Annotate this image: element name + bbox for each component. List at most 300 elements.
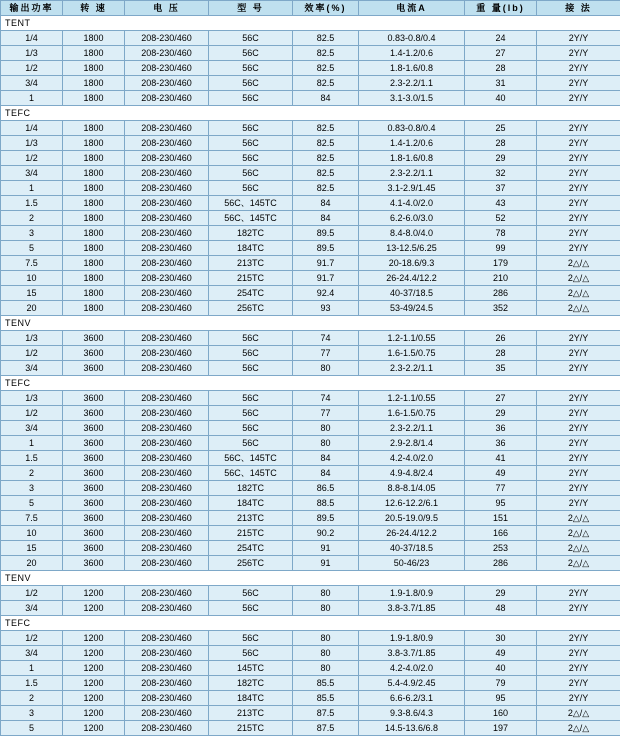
cell-efficiency: 84	[293, 196, 359, 211]
table-row	[1, 661, 620, 676]
table-row	[1, 481, 620, 496]
cell-connection: 2Y/Y	[537, 121, 620, 136]
cell-connection: 2Y/Y	[537, 466, 620, 481]
cell-current: 40-37/18.5	[359, 286, 465, 301]
table-row	[1, 241, 620, 256]
cell-connection: 2Y/Y	[537, 181, 620, 196]
cell-output-power: 15	[1, 286, 63, 301]
cell-current: 4.9-4.8/2.4	[359, 466, 465, 481]
cell-model: 215TC	[209, 271, 293, 286]
cell-voltage: 208-230/460	[125, 496, 209, 511]
cell-weight: 166	[465, 526, 537, 541]
cell-model: 56C	[209, 76, 293, 91]
cell-efficiency: 80	[293, 631, 359, 646]
cell-current: 1.9-1.8/0.9	[359, 586, 465, 601]
cell-model: 56C	[209, 31, 293, 46]
cell-output-power: 3	[1, 226, 63, 241]
group-label: TEFC	[1, 376, 620, 391]
cell-output-power: 1/2	[1, 406, 63, 421]
cell-connection: 2Y/Y	[537, 631, 620, 646]
cell-output-power: 1.5	[1, 196, 63, 211]
cell-efficiency: 82.5	[293, 31, 359, 46]
cell-model: 213TC	[209, 511, 293, 526]
cell-connection: 2△/△	[537, 511, 620, 526]
column-header-weight: 重 量(lb)	[465, 1, 537, 16]
cell-output-power: 5	[1, 241, 63, 256]
cell-model: 56C	[209, 91, 293, 106]
cell-current: 13-12.5/6.25	[359, 241, 465, 256]
cell-speed: 1800	[63, 76, 125, 91]
group-label: TENV	[1, 316, 620, 331]
cell-speed: 1800	[63, 256, 125, 271]
cell-speed: 1800	[63, 31, 125, 46]
table-row	[1, 676, 620, 691]
cell-efficiency: 80	[293, 586, 359, 601]
cell-current: 2.9-2.8/1.4	[359, 436, 465, 451]
cell-current: 12.6-12.2/6.1	[359, 496, 465, 511]
cell-current: 2.3-2.2/1.1	[359, 166, 465, 181]
table-row	[1, 451, 620, 466]
cell-output-power: 3/4	[1, 361, 63, 376]
cell-voltage: 208-230/460	[125, 76, 209, 91]
cell-model: 56C	[209, 631, 293, 646]
cell-current: 1.6-1.5/0.75	[359, 346, 465, 361]
cell-output-power: 10	[1, 271, 63, 286]
cell-weight: 24	[465, 31, 537, 46]
cell-current: 50-46/23	[359, 556, 465, 571]
cell-weight: 40	[465, 661, 537, 676]
table-row	[1, 511, 620, 526]
cell-voltage: 208-230/460	[125, 586, 209, 601]
group-header-row	[1, 316, 620, 331]
cell-efficiency: 82.5	[293, 121, 359, 136]
column-header-voltage: 电 压	[125, 1, 209, 16]
cell-model: 56C	[209, 181, 293, 196]
cell-weight: 32	[465, 166, 537, 181]
cell-weight: 29	[465, 151, 537, 166]
cell-weight: 197	[465, 721, 537, 736]
cell-efficiency: 77	[293, 346, 359, 361]
cell-efficiency: 74	[293, 391, 359, 406]
cell-model: 56C	[209, 406, 293, 421]
cell-model: 56C	[209, 331, 293, 346]
cell-voltage: 208-230/460	[125, 676, 209, 691]
cell-speed: 3600	[63, 496, 125, 511]
cell-weight: 52	[465, 211, 537, 226]
cell-current: 4.2-4.0/2.0	[359, 661, 465, 676]
cell-speed: 3600	[63, 451, 125, 466]
cell-efficiency: 89.5	[293, 511, 359, 526]
cell-speed: 3600	[63, 526, 125, 541]
cell-current: 14.5-13.6/6.8	[359, 721, 465, 736]
cell-speed: 3600	[63, 421, 125, 436]
cell-output-power: 1/2	[1, 631, 63, 646]
cell-efficiency: 91	[293, 541, 359, 556]
cell-current: 1.8-1.6/0.8	[359, 151, 465, 166]
table-row	[1, 271, 620, 286]
cell-weight: 43	[465, 196, 537, 211]
cell-speed: 1800	[63, 241, 125, 256]
cell-speed: 3600	[63, 541, 125, 556]
cell-current: 2.3-2.2/1.1	[359, 76, 465, 91]
cell-weight: 179	[465, 256, 537, 271]
cell-model: 56C	[209, 46, 293, 61]
cell-speed: 1200	[63, 586, 125, 601]
cell-speed: 1200	[63, 691, 125, 706]
cell-efficiency: 87.5	[293, 721, 359, 736]
table-row	[1, 166, 620, 181]
cell-output-power: 1	[1, 91, 63, 106]
cell-current: 2.3-2.2/1.1	[359, 361, 465, 376]
cell-connection: 2△/△	[537, 706, 620, 721]
cell-voltage: 208-230/460	[125, 166, 209, 181]
cell-output-power: 2	[1, 211, 63, 226]
table-row	[1, 586, 620, 601]
cell-weight: 49	[465, 646, 537, 661]
group-header-row	[1, 616, 620, 631]
cell-weight: 27	[465, 46, 537, 61]
cell-model: 56C	[209, 61, 293, 76]
table-row	[1, 706, 620, 721]
cell-model: 256TC	[209, 556, 293, 571]
cell-current: 1.9-1.8/0.9	[359, 631, 465, 646]
table-row	[1, 226, 620, 241]
cell-efficiency: 90.2	[293, 526, 359, 541]
cell-weight: 79	[465, 676, 537, 691]
cell-model: 56C	[209, 586, 293, 601]
cell-efficiency: 80	[293, 361, 359, 376]
cell-output-power: 1/2	[1, 346, 63, 361]
cell-connection: 2△/△	[537, 721, 620, 736]
cell-speed: 1800	[63, 226, 125, 241]
cell-voltage: 208-230/460	[125, 466, 209, 481]
cell-efficiency: 91.7	[293, 271, 359, 286]
group-header-row	[1, 571, 620, 586]
cell-weight: 49	[465, 466, 537, 481]
cell-voltage: 208-230/460	[125, 556, 209, 571]
cell-current: 1.4-1.2/0.6	[359, 46, 465, 61]
cell-efficiency: 74	[293, 331, 359, 346]
cell-model: 56C	[209, 121, 293, 136]
cell-model: 215TC	[209, 526, 293, 541]
cell-weight: 286	[465, 556, 537, 571]
cell-voltage: 208-230/460	[125, 511, 209, 526]
cell-voltage: 208-230/460	[125, 721, 209, 736]
table-row	[1, 121, 620, 136]
cell-voltage: 208-230/460	[125, 301, 209, 316]
cell-voltage: 208-230/460	[125, 211, 209, 226]
cell-efficiency: 82.5	[293, 151, 359, 166]
cell-speed: 3600	[63, 361, 125, 376]
table-row	[1, 496, 620, 511]
cell-current: 1.6-1.5/0.75	[359, 406, 465, 421]
table-row	[1, 646, 620, 661]
cell-model: 56C	[209, 136, 293, 151]
cell-current: 3.1-2.9/1.45	[359, 181, 465, 196]
cell-current: 1.8-1.6/0.8	[359, 61, 465, 76]
table-row	[1, 541, 620, 556]
cell-output-power: 1	[1, 661, 63, 676]
cell-connection: 2Y/Y	[537, 361, 620, 376]
cell-connection: 2Y/Y	[537, 481, 620, 496]
cell-connection: 2△/△	[537, 526, 620, 541]
cell-model: 215TC	[209, 721, 293, 736]
cell-weight: 253	[465, 541, 537, 556]
cell-output-power: 7.5	[1, 511, 63, 526]
cell-connection: 2Y/Y	[537, 451, 620, 466]
table-row	[1, 256, 620, 271]
cell-current: 5.4-4.9/2.45	[359, 676, 465, 691]
cell-model: 56C	[209, 346, 293, 361]
cell-speed: 3600	[63, 346, 125, 361]
column-header-model: 型 号	[209, 1, 293, 16]
cell-weight: 151	[465, 511, 537, 526]
cell-efficiency: 88.5	[293, 496, 359, 511]
cell-voltage: 208-230/460	[125, 646, 209, 661]
cell-connection: 2Y/Y	[537, 226, 620, 241]
cell-output-power: 3/4	[1, 76, 63, 91]
cell-output-power: 1/3	[1, 136, 63, 151]
table-row	[1, 211, 620, 226]
table-row	[1, 391, 620, 406]
cell-efficiency: 82.5	[293, 61, 359, 76]
cell-connection: 2Y/Y	[537, 421, 620, 436]
column-header-efficiency: 效率(%)	[293, 1, 359, 16]
cell-connection: 2Y/Y	[537, 691, 620, 706]
cell-speed: 1200	[63, 601, 125, 616]
cell-current: 40-37/18.5	[359, 541, 465, 556]
cell-connection: 2Y/Y	[537, 406, 620, 421]
column-header-speed: 转 速	[63, 1, 125, 16]
cell-connection: 2△/△	[537, 256, 620, 271]
group-label: TENT	[1, 16, 620, 31]
cell-weight: 40	[465, 91, 537, 106]
cell-voltage: 208-230/460	[125, 346, 209, 361]
cell-connection: 2Y/Y	[537, 166, 620, 181]
cell-output-power: 3/4	[1, 166, 63, 181]
cell-model: 184TC	[209, 691, 293, 706]
table-row	[1, 301, 620, 316]
cell-output-power: 1/2	[1, 61, 63, 76]
cell-speed: 1800	[63, 151, 125, 166]
cell-voltage: 208-230/460	[125, 361, 209, 376]
table-row	[1, 31, 620, 46]
cell-voltage: 208-230/460	[125, 706, 209, 721]
cell-connection: 2Y/Y	[537, 436, 620, 451]
cell-speed: 3600	[63, 436, 125, 451]
cell-speed: 3600	[63, 391, 125, 406]
cell-speed: 1200	[63, 661, 125, 676]
cell-efficiency: 82.5	[293, 136, 359, 151]
cell-efficiency: 84	[293, 451, 359, 466]
table-row	[1, 691, 620, 706]
cell-connection: 2Y/Y	[537, 496, 620, 511]
cell-model: 56C	[209, 166, 293, 181]
cell-weight: 95	[465, 496, 537, 511]
cell-speed: 1800	[63, 286, 125, 301]
cell-speed: 3600	[63, 556, 125, 571]
cell-speed: 1200	[63, 706, 125, 721]
cell-current: 26-24.4/12.2	[359, 526, 465, 541]
cell-voltage: 208-230/460	[125, 601, 209, 616]
cell-output-power: 1/2	[1, 151, 63, 166]
cell-model: 56C	[209, 436, 293, 451]
cell-efficiency: 85.5	[293, 691, 359, 706]
cell-model: 184TC	[209, 496, 293, 511]
cell-efficiency: 82.5	[293, 46, 359, 61]
cell-efficiency: 89.5	[293, 226, 359, 241]
cell-connection: 2△/△	[537, 271, 620, 286]
cell-speed: 1800	[63, 196, 125, 211]
table-row	[1, 466, 620, 481]
cell-efficiency: 80	[293, 421, 359, 436]
cell-current: 0.83-0.8/0.4	[359, 121, 465, 136]
cell-current: 4.2-4.0/2.0	[359, 451, 465, 466]
cell-weight: 27	[465, 391, 537, 406]
group-header-row	[1, 16, 620, 31]
cell-voltage: 208-230/460	[125, 226, 209, 241]
cell-voltage: 208-230/460	[125, 61, 209, 76]
cell-connection: 2Y/Y	[537, 151, 620, 166]
cell-voltage: 208-230/460	[125, 481, 209, 496]
cell-speed: 1800	[63, 271, 125, 286]
cell-voltage: 208-230/460	[125, 151, 209, 166]
cell-output-power: 1/3	[1, 46, 63, 61]
cell-voltage: 208-230/460	[125, 661, 209, 676]
cell-voltage: 208-230/460	[125, 631, 209, 646]
cell-speed: 1800	[63, 301, 125, 316]
cell-current: 3.8-3.7/1.85	[359, 601, 465, 616]
cell-voltage: 208-230/460	[125, 541, 209, 556]
cell-current: 1.2-1.1/0.55	[359, 391, 465, 406]
cell-speed: 1200	[63, 646, 125, 661]
header-row	[1, 1, 620, 16]
cell-weight: 26	[465, 331, 537, 346]
cell-weight: 99	[465, 241, 537, 256]
cell-efficiency: 93	[293, 301, 359, 316]
cell-speed: 1800	[63, 166, 125, 181]
cell-speed: 3600	[63, 481, 125, 496]
cell-speed: 1800	[63, 61, 125, 76]
cell-speed: 3600	[63, 466, 125, 481]
cell-voltage: 208-230/460	[125, 271, 209, 286]
cell-output-power: 1/3	[1, 331, 63, 346]
cell-model: 56C	[209, 601, 293, 616]
column-header-output-power: 输出功率	[1, 1, 63, 16]
cell-connection: 2Y/Y	[537, 586, 620, 601]
cell-connection: 2Y/Y	[537, 391, 620, 406]
cell-output-power: 3/4	[1, 601, 63, 616]
cell-output-power: 5	[1, 721, 63, 736]
cell-speed: 1800	[63, 121, 125, 136]
cell-current: 9.3-8.6/4.3	[359, 706, 465, 721]
cell-voltage: 208-230/460	[125, 91, 209, 106]
cell-efficiency: 80	[293, 646, 359, 661]
cell-efficiency: 82.5	[293, 166, 359, 181]
cell-output-power: 3/4	[1, 646, 63, 661]
table-row	[1, 76, 620, 91]
cell-voltage: 208-230/460	[125, 286, 209, 301]
table-row	[1, 331, 620, 346]
cell-model: 56C	[209, 391, 293, 406]
cell-connection: 2Y/Y	[537, 31, 620, 46]
cell-voltage: 208-230/460	[125, 331, 209, 346]
cell-weight: 48	[465, 601, 537, 616]
cell-model: 254TC	[209, 541, 293, 556]
cell-voltage: 208-230/460	[125, 391, 209, 406]
table-row	[1, 526, 620, 541]
cell-connection: 2△/△	[537, 556, 620, 571]
table-row	[1, 601, 620, 616]
cell-voltage: 208-230/460	[125, 436, 209, 451]
cell-model: 213TC	[209, 256, 293, 271]
table-row	[1, 61, 620, 76]
cell-model: 182TC	[209, 481, 293, 496]
cell-model: 213TC	[209, 706, 293, 721]
cell-current: 20-18.6/9.3	[359, 256, 465, 271]
cell-model: 56C	[209, 421, 293, 436]
cell-connection: 2Y/Y	[537, 91, 620, 106]
cell-weight: 36	[465, 421, 537, 436]
cell-connection: 2△/△	[537, 286, 620, 301]
cell-output-power: 1.5	[1, 676, 63, 691]
table-row	[1, 286, 620, 301]
cell-current: 8.8-8.1/4.05	[359, 481, 465, 496]
cell-efficiency: 89.5	[293, 241, 359, 256]
cell-current: 3.1-3.0/1.5	[359, 91, 465, 106]
cell-current: 2.3-2.2/1.1	[359, 421, 465, 436]
cell-speed: 1800	[63, 136, 125, 151]
cell-speed: 3600	[63, 511, 125, 526]
cell-weight: 160	[465, 706, 537, 721]
cell-output-power: 5	[1, 496, 63, 511]
cell-model: 56C	[209, 151, 293, 166]
cell-speed: 1800	[63, 181, 125, 196]
group-header-row	[1, 106, 620, 121]
cell-connection: 2Y/Y	[537, 76, 620, 91]
cell-output-power: 1/2	[1, 586, 63, 601]
cell-current: 1.2-1.1/0.55	[359, 331, 465, 346]
cell-model: 56C	[209, 361, 293, 376]
cell-model: 56C、145TC	[209, 466, 293, 481]
cell-weight: 352	[465, 301, 537, 316]
group-label: TEFC	[1, 616, 620, 631]
cell-weight: 30	[465, 631, 537, 646]
cell-connection: 2Y/Y	[537, 676, 620, 691]
table-row	[1, 181, 620, 196]
cell-weight: 36	[465, 436, 537, 451]
cell-model: 182TC	[209, 226, 293, 241]
table-row	[1, 346, 620, 361]
cell-speed: 1800	[63, 91, 125, 106]
cell-model: 182TC	[209, 676, 293, 691]
cell-efficiency: 87.5	[293, 706, 359, 721]
cell-output-power: 3/4	[1, 421, 63, 436]
cell-weight: 78	[465, 226, 537, 241]
cell-efficiency: 91	[293, 556, 359, 571]
cell-current: 26-24.4/12.2	[359, 271, 465, 286]
cell-efficiency: 82.5	[293, 181, 359, 196]
cell-connection: 2Y/Y	[537, 46, 620, 61]
cell-model: 56C、145TC	[209, 196, 293, 211]
group-label: TEFC	[1, 106, 620, 121]
cell-weight: 41	[465, 451, 537, 466]
cell-current: 8.4-8.0/4.0	[359, 226, 465, 241]
cell-current: 6.6-6.2/3.1	[359, 691, 465, 706]
cell-weight: 29	[465, 406, 537, 421]
cell-voltage: 208-230/460	[125, 181, 209, 196]
table-row	[1, 721, 620, 736]
